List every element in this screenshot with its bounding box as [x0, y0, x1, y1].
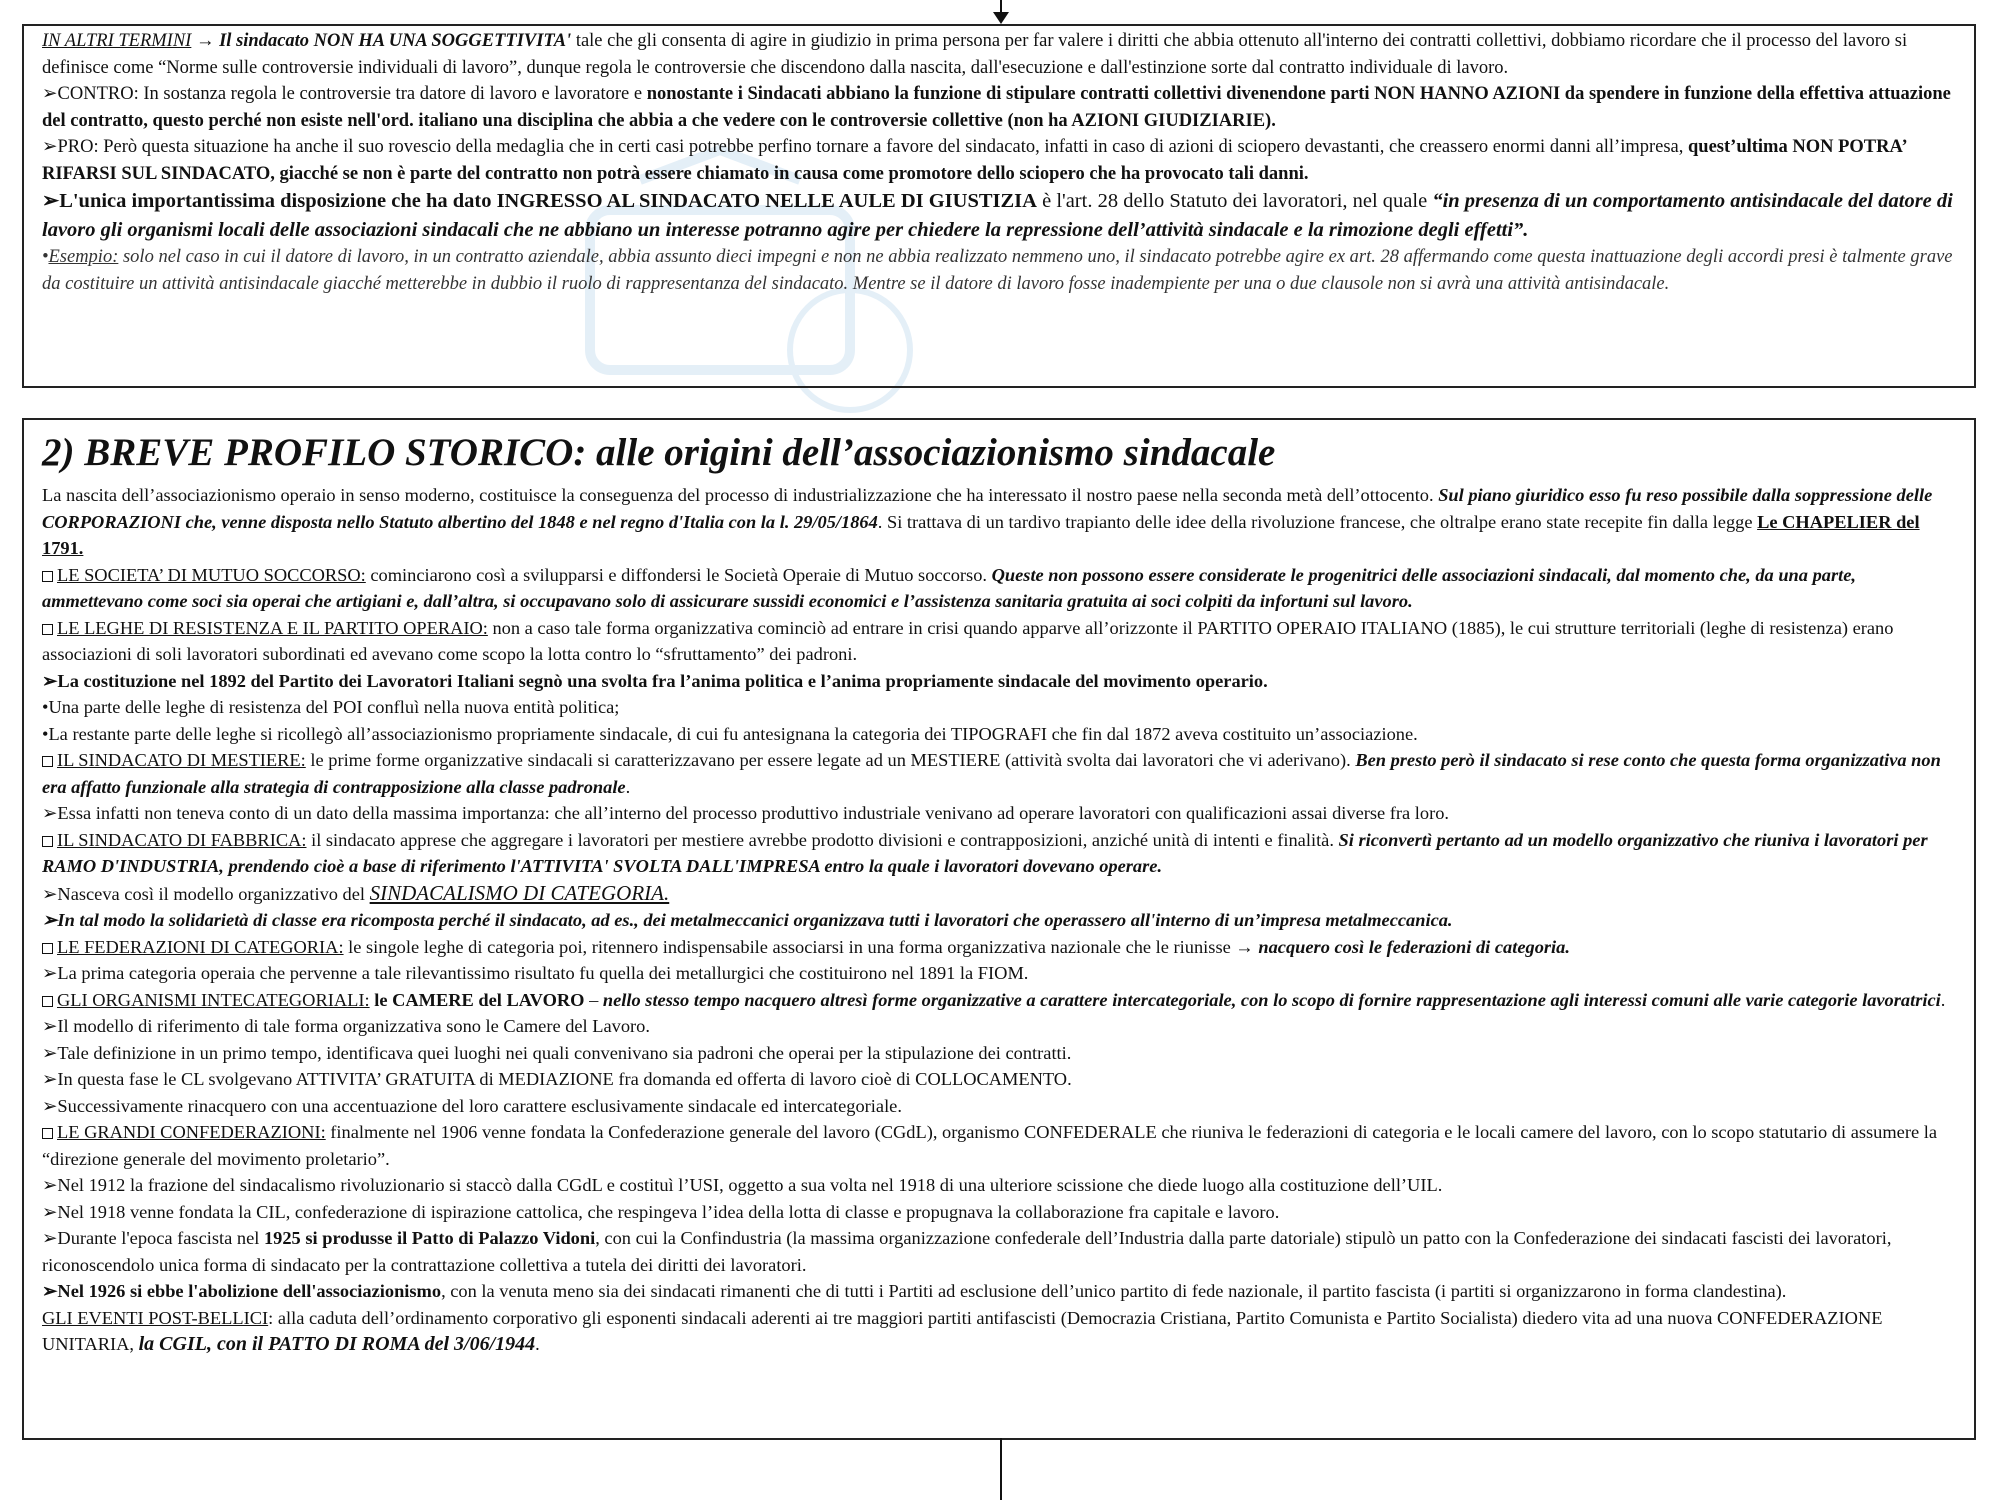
paragraph-poi: [42, 694, 1958, 721]
paragraph-1918: [42, 1199, 1958, 1226]
checkbox-bullet-icon: [42, 624, 53, 635]
emphasis-text: le CAMERE del LAVORO: [369, 989, 585, 1010]
arrowhead-bullet-icon: ➢: [42, 910, 58, 930]
paragraph-art-28: [42, 187, 1958, 244]
lead-label: IN ALTRI TERMINI: [42, 31, 192, 51]
body-text: Essa infatti non teneva conto di un dato della massima importanza: che all’interno del processo produttivo industriale venivano ad operare lavoratori con qualificazioni assai diverse fra loro.: [57, 803, 1450, 823]
body-text: Una parte delle leghe di resistenza del POI confluì nella nuova entità politica;: [48, 697, 620, 717]
paragraph-1926: [42, 1278, 1958, 1305]
paragraph-intercategoriali: [42, 987, 1958, 1014]
emphasis-text: Sul piano giuridico esso fu reso possibile dalla soppressione delle CORPORAZIONI che, venne disposta nello Statuto albertino del 1848 e nel regno d'Italia con la l. 29/05/1864: [42, 485, 1933, 532]
paragraph-infatti: [42, 800, 1958, 827]
body-text: finalmente nel 1906 venne fondata la Confederazione generale del lavoro (CGdL), organismo CONFEDERALE che riuniva le federazioni di categoria e le locali camere del lavoro, con lo scopo statutario di assumere la “direzione generale del movimento proletario”.: [42, 1122, 1938, 1169]
arrowhead-bullet-icon: ➢: [42, 1201, 58, 1222]
arrowhead-bullet-icon: ➢: [42, 1095, 58, 1116]
section-title: 2) BREVE PROFILO STORICO: alle origini dell’associazionismo sindacale: [42, 431, 1276, 474]
emphasis-text: SINDACALISMO DI CATEGORIA.: [369, 880, 670, 905]
paragraph-nasceva: [42, 880, 1958, 908]
list-item: [42, 1066, 1958, 1093]
body-text: è l'art. 28 dello Statuto dei lavoratori, nel quale: [1036, 190, 1433, 212]
list-item: [42, 1093, 1958, 1120]
arrowhead-bullet-icon: ➢: [42, 963, 58, 983]
paragraph-leghe: [42, 615, 1958, 668]
arrowhead-bullet-icon: ➢: [42, 1016, 58, 1036]
body-text: La costituzione nel 1892 del Partito dei Lavoratori Italiani segnò una svolta fra l’anima politica e l’anima propriamente sindacale del movimento operario.: [57, 670, 1268, 691]
body-text: Il modello di riferimento di tale forma organizzativa sono le Camere del Lavoro.: [57, 1016, 650, 1036]
paragraph-restante: [42, 721, 1958, 748]
body-text: non a caso tale forma organizzativa cominciò ad entrare in crisi quando apparve all’orizzonte il PARTITO OPERAIO ITALIANO (1885), le cui strutture territoriali (leghe di resistenza) erano associazioni di soli lavoratori subordinati ed avevano come scopo la lotta contro lo “sfruttamento” dei padroni.: [42, 617, 1894, 664]
body-text: il sindacato apprese che aggregare i lavoratori per mestiere avrebbe prodotto divisioni e contrapposizioni, anziché unità di intenti e finalità.: [306, 829, 1339, 850]
emphasis-text: nello stesso tempo nacquero altresì forme organizzative a carattere intercategoriale, con lo scopo di fornire rappresentazione agli interessi comuni alle varie categorie lavoratrici: [602, 989, 1941, 1010]
right-arrow-icon: →: [1235, 936, 1254, 957]
body-text: .: [535, 1334, 540, 1354]
paragraph-esempio: [42, 244, 1958, 297]
bullet-icon: •: [42, 697, 49, 717]
body-text: –: [584, 989, 603, 1010]
body-text: Durante l'epoca fascista nel: [57, 1228, 264, 1248]
paragraph-1912: [42, 1172, 1958, 1199]
subheading: LE FEDERAZIONI DI CATEGORIA:: [57, 936, 344, 957]
emphasis-text: L'unica importantissima disposizione che ha dato INGRESSO AL SINDACATO NELLE AULE DI GIUSTIZIA: [59, 190, 1037, 212]
emphasis-text: nonostante i Sindacati abbiano la funzione di stipulare contratti collettivi divenendone parti NON HANNO AZIONI da spendere in funzione della effettiva attuazione del contratto, questo perché non esiste nell'ord. italiano una disciplina che abbia a che vedere con le controversie collettive (non ha AZIONI GIUDIZIARIE).: [42, 84, 1951, 131]
arrow-down-icon: [993, 12, 1009, 24]
paragraph-altri-termini: [42, 28, 1958, 81]
arrowhead-bullet-icon: ➢: [42, 803, 58, 823]
paragraph-mestiere: [42, 747, 1958, 800]
subheading: LE SOCIETA’ DI MUTUO SOCCORSO:: [57, 564, 366, 585]
paragraph-mutuo-soccorso: [42, 562, 1958, 615]
body-text: cominciarono così a svilupparsi e diffondersi le Società Operaie di Mutuo soccorso.: [365, 564, 992, 585]
arrowhead-bullet-icon: ➢: [42, 1042, 58, 1063]
paragraph-pro: [42, 134, 1958, 187]
checkbox-bullet-icon: [42, 571, 53, 582]
arrowhead-bullet-icon: ➢: [42, 190, 60, 212]
paragraph-solidarieta: [42, 907, 1958, 934]
body-text: In tal modo la solidarietà di classe era ricomposta perché il sindacato, ad es., dei metalmeccanici organizzava tutti i lavoratori che operassero all'interno di un’impresa metalmeccanica.: [57, 910, 1453, 930]
section-box-continuation: [22, 24, 1976, 388]
paragraph-post-bellici: [42, 1305, 1958, 1358]
right-arrow-icon: →: [195, 31, 215, 51]
body-text: tale che gli consenta di agire in giudizio in prima persona per far valere i diritti che abbia ottenuto all'interno dei contratti collettivi, dobbiamo ricordare che il processo del lavoro si definisce come “Norme sulle controversie individuali di lavoro”, dunque regola le controversie che discendono dalla nascita, dall'esecuzione e dall'estinzione sorte dal contratto individuale di lavoro.: [42, 31, 1908, 78]
body-text: solo nel caso in cui il datore di lavoro, in un contratto aziendale, abbia assunto dieci impegni e non ne abbia realizzato nemmeno uno, il sindacato potrebbe agire ex art. 28 affermando come questa inattuazione degli accordi presi è talmente grave da costituire un attività antisindacale giacché metterebbe in dubbio il ruolo di rappresentanza del sindacato. Mentre se il datore di lavoro fosse inadempiente per una o due clausole non si avrà una attività antisindacale.: [42, 247, 1953, 294]
arrowhead-bullet-icon: ➢: [42, 1175, 58, 1195]
body-text: CONTRO: In sostanza regola le controversie tra datore di lavoro e lavoratore e: [57, 84, 647, 104]
checkbox-bullet-icon: [42, 1128, 53, 1139]
subheading: IL SINDACATO DI FABBRICA:: [57, 829, 307, 850]
subheading: GLI EVENTI POST-BELLICI: [42, 1307, 269, 1328]
subheading: LE GRANDI CONFEDERAZIONI:: [57, 1122, 326, 1142]
lead-label: Esempio:: [48, 247, 119, 267]
arrowhead-bullet-icon: ➢: [42, 883, 58, 904]
arrowhead-bullet-icon: ➢: [42, 1069, 58, 1089]
paragraph-vidoni: [42, 1225, 1958, 1278]
section-box-storia: [22, 418, 1976, 1440]
subheading: LE LEGHE DI RESISTENZA E IL PARTITO OPERAIO:: [57, 617, 488, 638]
subheading: IL SINDACATO DI MESTIERE:: [57, 750, 306, 770]
paragraph-confederazioni: [42, 1119, 1958, 1172]
emphasis-text: quest’ultima NON POTRA’ RIFARSI SUL SINDACATO, giacché se non è parte del contratto non potrà essere chiamato in causa come promotore dello sciopero che ha provocato tali danni.: [42, 137, 1907, 184]
emphasis-text: Queste non possono essere considerate le progenitrici delle associazioni sindacali, dal momento che, da una parte, ammettevano come soci sia operai che artigiani e, dall’altra, si occupavano solo di assicurare sussidi economici e l’assistenza sanitaria gratuita ai soci colpiti da infortuni sul lavoro.: [42, 564, 1856, 611]
paragraph-contro: [42, 81, 1958, 134]
checkbox-bullet-icon: [42, 836, 53, 847]
emphasis-text: la CGIL, con il PATTO DI ROMA del 3/06/1944: [138, 1333, 536, 1355]
list-item: [42, 1040, 1958, 1067]
arrowhead-bullet-icon: ➢: [42, 670, 58, 691]
body-text: La restante parte delle leghe si ricollegò all’associazionismo propriamente sindacale, di cui fu antesignana la categoria dei TIPOGRAFI che fin dal 1872 aveva costituito un’associazione.: [48, 723, 1418, 744]
paragraph-1892: [42, 668, 1958, 695]
body-text: Tale definizione in un primo tempo, identificava quei luoghi nei quali convenivano sia padroni che operai per la stipulazione dei contratti.: [57, 1042, 1072, 1063]
emphasis-text: Il sindacato NON HA UNA SOGGETTIVITA': [219, 31, 572, 51]
emphasis-text: Ben presto però il sindacato si rese conto che questa forma organizzativa non era affatto funzionale alla strategia di contrapposizione alla classe padronale: [42, 750, 1941, 797]
connector-line-bottom: [1000, 1438, 1002, 1500]
body-text: , con la venuta meno sia dei sindacati rimanenti che di tutti i Partiti ad esclusione dell’unico partito di fede nazionale, il partito fascista (i partiti si organizzarono in forma clandestina).: [441, 1281, 1787, 1301]
emphasis-text: Si riconvertì pertanto ad un modello organizzativo che riuniva i lavoratori per RAMO D'INDUSTRIA, prendendo cioè a base di riferimento l'ATTIVITA' SVOLTA DALL'IMPRESA entro la quale i lavoratori dovevano operare.: [42, 829, 1928, 876]
body-text: Nel 1912 la frazione del sindacalismo rivoluzionario si staccò dalla CGdL e costituì l’USI, oggetto a sua volta nel 1918 di una ulteriore scissione che diede luogo alla costituzione dell’UIL.: [57, 1175, 1443, 1195]
body-text: In questa fase le CL svolgevano ATTIVITA’ GRATUITA di MEDIAZIONE fra domanda ed offerta di lavoro cioè di COLLOCAMENTO.: [57, 1069, 1072, 1089]
body-text: Successivamente rinacquero con una accentuazione del loro carattere esclusivamente sindacale ed intercategoriale.: [57, 1095, 902, 1116]
bullet-icon: •: [42, 247, 49, 267]
paragraph-fiom: [42, 960, 1958, 987]
arrowhead-bullet-icon: ➢: [42, 137, 58, 157]
body-text: La prima categoria operaia che pervenne a tale rilevantissimo risultato fu quella dei metallurgici che costituirono nel 1891 la FIOM.: [57, 963, 1029, 983]
body-text: Nasceva così il modello organizzativo del: [57, 883, 370, 904]
body-text: , con cui la Confindustria (la massima organizzazione confederale dell’Industria dalla parte datoriale) stipulò un patto con la Confederazione dei sindacati fascisti dei lavoratori, riconoscendolo unica forma di sindacato per la contrattazione collettiva a tutela dei diritti dei lavoratori.: [42, 1228, 1892, 1275]
body-text: le singole leghe di categoria poi, ritennero indispensabile associarsi in una forma organizzativa nazionale che le riunisse: [343, 936, 1236, 957]
body-text: PRO: Però questa situazione ha anche il suo rovescio della medaglia che in certi casi potrebbe perfino tornare a favore del sindacato, infatti in caso di azioni di sciopero devastanti, che creassero enormi danni all’impresa,: [57, 137, 1689, 157]
paragraph-fabbrica: [42, 827, 1958, 880]
body-text: .: [625, 776, 631, 797]
emphasis-text: Nel 1926 si ebbe l'abolizione dell'associazionismo: [57, 1281, 442, 1301]
bullet-icon: •: [42, 723, 49, 744]
paragraph-intro: [42, 482, 1958, 562]
body-text: . Si trattava di un tardivo trapianto delle idee della rivoluzione francese, che oltralpe erano state recepite fin dalla legge: [877, 511, 1758, 532]
body-text: Nel 1918 venne fondata la CIL, confederazione di ispirazione cattolica, che respingeva l’idea della lotta di classe e propugnava la collaborazione fra capitale e lavoro.: [57, 1201, 1280, 1222]
arrowhead-bullet-icon: ➢: [42, 1228, 58, 1248]
arrowhead-bullet-icon: ➢: [42, 84, 58, 104]
arrowhead-bullet-icon: ➢: [42, 1281, 58, 1301]
emphasis-text: 1925 si produsse il Patto di Palazzo Vidoni: [263, 1228, 596, 1248]
list-item: [42, 1013, 1958, 1040]
checkbox-bullet-icon: [42, 996, 53, 1007]
law-reference: Le CHAPELIER del 1791.: [42, 511, 1920, 558]
checkbox-bullet-icon: [42, 756, 53, 767]
paragraph-federazioni: [42, 934, 1958, 961]
body-text: La nascita dell’associazionismo operaio in senso moderno, costituisce la conseguenza del processo di industrializzazione che ha interessato il nostro paese nella seconda metà dell’ottocento.: [42, 485, 1439, 505]
quote-text: “in presenza di un comportamento antisindacale del datore di lavoro gli organismi locali delle associazioni sindacali che ne abbiano un interesse potranno agire per chiedere la repressione dell’attività sindacale e la rimozione degli effetti”.: [42, 190, 1953, 241]
checkbox-bullet-icon: [42, 943, 53, 954]
emphasis-text: nacquero così le federazioni di categoria.: [1253, 936, 1570, 957]
subheading: GLI ORGANISMI INTECATEGORIALI:: [57, 989, 370, 1010]
body-text: le prime forme organizzative sindacali si caratterizzavano per essere legate ad un MESTIERE (attività svolta dai lavoratori che vi aderivano).: [305, 750, 1356, 770]
body-text: .: [1940, 989, 1946, 1010]
body-text: : alla caduta dell’ordinamento corporativo gli esponenti sindacali aderenti ai tre maggiori partiti antifascisti (Democrazia Cristiana, Partito Comunista e Partito Socialista) diedero vita ad una nuova CONFEDERAZIONE UNITARIA,: [42, 1307, 1883, 1354]
